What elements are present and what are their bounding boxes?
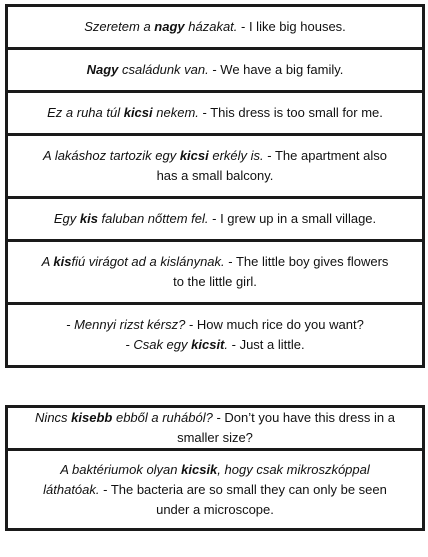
hungarian-keyword (53, 254, 71, 269)
hungarian-text: - Csak egy (125, 337, 192, 352)
hungarian-text: Nincs (35, 410, 72, 425)
hungarian-keyword (124, 105, 153, 120)
example-line (66, 315, 364, 335)
hungarian-text: . (224, 337, 229, 352)
example-line (42, 252, 389, 272)
english-translation: has a small balcony. (156, 168, 274, 183)
example-line (54, 209, 376, 229)
hungarian-keyword (71, 410, 112, 425)
hungarian-keyword (87, 62, 119, 77)
hungarian-text: faluban nőttem fel. (97, 211, 209, 226)
hungarian-text: családunk van. (118, 62, 209, 77)
keyword-bold: nagy (154, 19, 185, 34)
hungarian-keyword (191, 337, 224, 352)
hungarian-keyword (80, 211, 98, 226)
hungarian-keyword (154, 19, 184, 34)
example-line (43, 480, 387, 500)
example-line (35, 428, 395, 448)
hungarian-text: A lakáshoz tartozik egy (43, 148, 180, 163)
hungarian-text: , hogy csak mikroszkóppal (217, 461, 370, 477)
example-row (8, 93, 422, 133)
english-translation: under a microscope. (156, 501, 274, 517)
example-line (84, 17, 346, 37)
example-line (42, 272, 389, 292)
english-translation: - I grew up in a small village. (208, 211, 377, 226)
keyword-bold: Nagy (86, 62, 119, 77)
english-translation: - How much rice do you want? (185, 317, 364, 332)
hungarian-text: erkély is. (208, 148, 264, 163)
example-row (8, 50, 422, 90)
example-line (47, 103, 383, 123)
keyword-bold: kicsik (181, 461, 218, 477)
english-translation: smaller size? (177, 430, 253, 445)
example-row (8, 451, 422, 528)
english-translation: - The bacteria are so small they can only be seen (99, 481, 387, 497)
hungarian-text: Szeretem a (84, 19, 155, 34)
example-row (8, 136, 422, 196)
hungarian-text: ebből a ruhából? (112, 410, 213, 425)
example-row (8, 199, 422, 239)
hungarian-text: - Mennyi rizst kérsz? (66, 317, 186, 332)
example-line (43, 146, 387, 166)
keyword-bold: kicsi (123, 105, 153, 120)
example-line (43, 460, 387, 480)
hungarian-keyword (180, 148, 209, 163)
keyword-bold: kisebb (71, 410, 113, 425)
example-line (43, 166, 387, 186)
hungarian-text: Egy (53, 211, 80, 226)
hungarian-text: A baktériumok olyan (60, 461, 182, 477)
hungarian-text: nekem. (152, 105, 199, 120)
examples-table-1 (5, 4, 425, 368)
example-line (87, 60, 344, 80)
hungarian-text: Ez a ruha túl (47, 105, 124, 120)
example-row (8, 305, 422, 365)
keyword-bold: kicsi (179, 148, 209, 163)
examples-table-2 (5, 405, 425, 531)
english-translation: to the little girl. (173, 274, 257, 289)
english-translation: - The little boy gives flowers (224, 254, 389, 269)
keyword-bold: kicsit (191, 337, 225, 352)
hungarian-text: házakat. (184, 19, 238, 34)
hungarian-text: fiú virágot ad a kislánynak. (71, 254, 225, 269)
hungarian-text: láthatóak. (43, 481, 100, 497)
hungarian-text: A (41, 254, 54, 269)
english-translation: - We have a big family. (208, 62, 344, 77)
english-translation: - I like big houses. (237, 19, 346, 34)
english-translation: - This dress is too small for me. (198, 105, 383, 120)
keyword-bold: kis (79, 211, 98, 226)
keyword-bold: kis (53, 254, 72, 269)
example-row (8, 408, 422, 448)
example-row (8, 7, 422, 47)
english-translation: - The apartment also (263, 148, 387, 163)
example-line (66, 335, 364, 355)
english-translation: - Don’t you have this dress in a (212, 410, 395, 425)
hungarian-keyword (181, 462, 217, 477)
example-row (8, 242, 422, 302)
english-translation: - Just a little. (228, 337, 305, 352)
example-line (35, 408, 395, 428)
example-line (43, 500, 387, 520)
